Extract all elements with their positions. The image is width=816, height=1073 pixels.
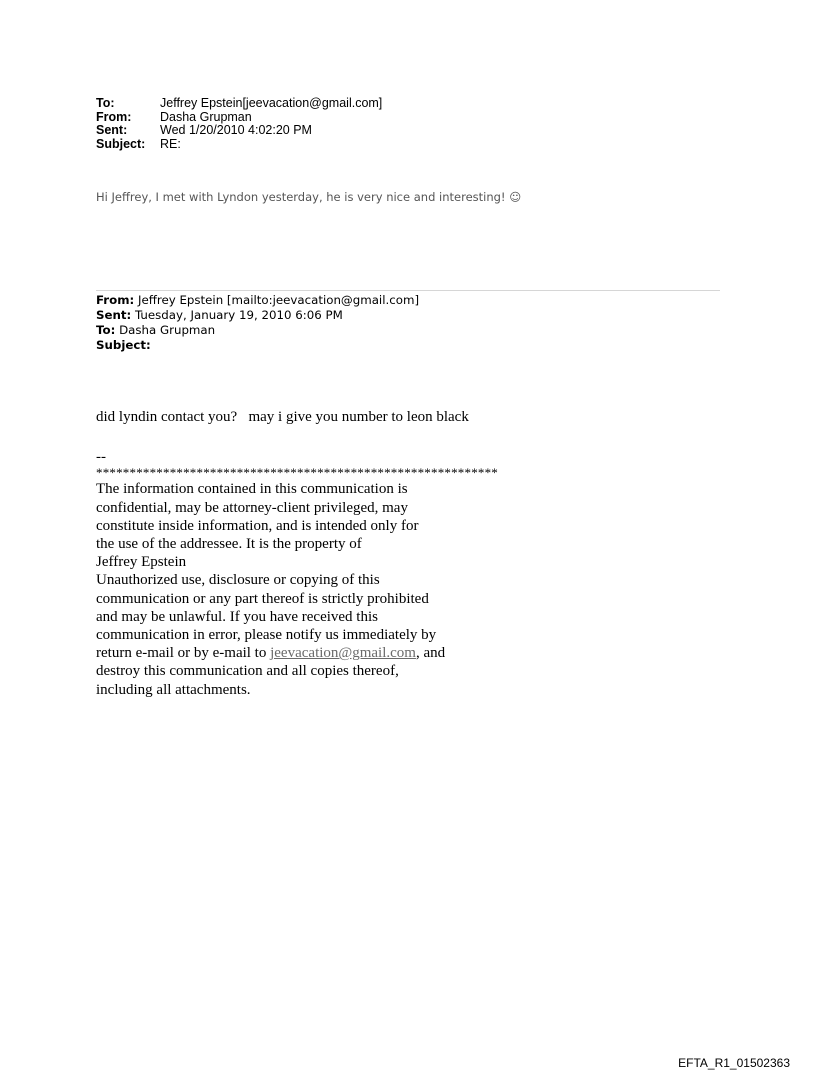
- from-label: From:: [96, 109, 132, 124]
- disclaimer-line: destroy this communication and all copies thereof,: [96, 663, 399, 680]
- quoted-from-label: From:: [96, 293, 135, 307]
- disclaimer-line: communication or any part thereof is strictly prohibited: [96, 590, 429, 607]
- signature-stars: ************************************************************: [96, 465, 498, 481]
- sent-label: Sent:: [96, 123, 128, 137]
- original-message: did lyndin contact you? may i give you number to leon black: [96, 409, 469, 425]
- reply-body: Hi Jeffrey, I met with Lyndon yesterday, he is very nice and interesting! ☺: [96, 190, 522, 204]
- original-message-block: [96, 408, 498, 699]
- quoted-to-value: Dasha Grupman: [119, 323, 216, 337]
- quoted-from-value: Jeffrey Epstein [mailto:jeevacation@gmail.com]: [138, 293, 420, 307]
- disclaimer-line: The information contained in this communication is: [96, 481, 408, 498]
- reply-header: [96, 97, 382, 151]
- disclaimer-line: Jeffrey Epstein: [96, 554, 187, 571]
- header-sent-row: [96, 124, 382, 138]
- sent-value: Wed 1/20/2010 4:02:20 PM: [160, 123, 312, 137]
- disclaimer-email-prefix: return e-mail or by e-mail to: [96, 645, 271, 662]
- quoted-from-row: [96, 293, 419, 308]
- quote-divider: [96, 290, 720, 291]
- document-id: EFTA_R1_01502363: [678, 1056, 790, 1070]
- disclaimer-line: constitute inside information, and is intended only for: [96, 517, 419, 534]
- to-label: To:: [96, 96, 115, 110]
- disclaimer-line: and may be unlawful. If you have received this: [96, 608, 378, 625]
- quoted-sent-value: Tuesday, January 19, 2010 6:06 PM: [135, 308, 343, 322]
- quoted-to-row: [96, 323, 419, 338]
- quoted-sent-row: [96, 308, 419, 323]
- subject-value: RE:: [160, 136, 181, 151]
- quoted-header: [96, 293, 419, 353]
- from-value: Dasha Grupman: [160, 109, 252, 124]
- disclaimer-line: Unauthorized use, disclosure or copying of this: [96, 572, 380, 589]
- header-from-row: [96, 111, 382, 125]
- subject-label: Subject:: [96, 136, 146, 151]
- header-subject-row: [96, 138, 382, 152]
- quoted-sent-label: Sent:: [96, 308, 132, 322]
- signature-dashes: --: [96, 449, 106, 466]
- disclaimer-line: communication in error, please notify us immediately by: [96, 627, 437, 644]
- header-to-row: [96, 97, 382, 111]
- quoted-subject-label: Subject:: [96, 338, 151, 352]
- disclaimer-email-line: [96, 644, 498, 662]
- disclaimer-email-suffix: , and: [415, 645, 446, 662]
- quoted-to-label: To:: [96, 323, 116, 337]
- disclaimer-email-link[interactable]: jeevacation@gmail.com: [270, 645, 416, 662]
- to-value: Jeffrey Epstein[jeevacation@gmail.com]: [160, 96, 383, 110]
- quoted-subject-row: [96, 338, 419, 353]
- disclaimer-line: confidential, may be attorney-client privileged, may: [96, 499, 408, 516]
- disclaimer-line: the use of the addressee. It is the property of: [96, 536, 362, 553]
- disclaimer-line: including all attachments.: [96, 681, 251, 698]
